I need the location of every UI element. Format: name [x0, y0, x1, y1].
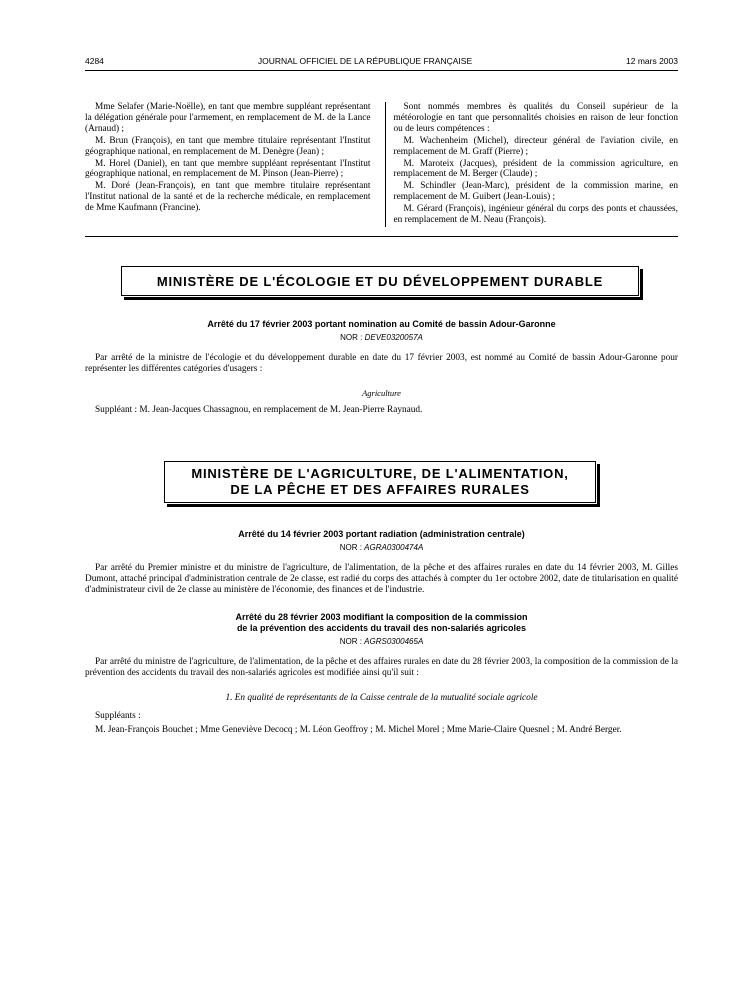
decree-body: Par arrêté de la ministre de l'écologie et du développement durable en date du 17 février 2003, est nommé au Comité de bassin Adour-Garonne pour représenter les différentes catégories d'usagers : — [85, 353, 678, 374]
ministry-title-line1: MINISTÈRE DE L'AGRICULTURE, DE L'ALIMENTATION, — [191, 466, 569, 481]
decree-title: Arrêté du 14 février 2003 portant radiation (administration centrale) — [238, 529, 525, 539]
right-paragraph: M. Schindler (Jean-Marc), président de la commission marine, en remplacement de M. Guibert (Jean-Louis) ; — [393, 181, 678, 203]
ministry-heading-ecology — [121, 266, 639, 296]
right-paragraph: M. Maroteix (Jacques), président de la commission agriculture, en remplacement de M. Berger (Claude) ; — [393, 158, 678, 180]
ministry-heading-agriculture — [164, 461, 596, 503]
journal-title: JOURNAL OFFICIEL DE LA RÉPUBLIQUE FRANÇAISE — [257, 56, 473, 66]
decree-title: Arrêté du 17 février 2003 portant nomination au Comité de bassin Adour-Garonne — [207, 319, 556, 329]
right-paragraph: M. Wachenheim (Michel), directeur général de l'aviation civile, en remplacement de M. Graff (Pierre) ; — [393, 135, 678, 157]
top-columns — [85, 102, 678, 227]
right-paragraph: Sont nommés membres ès qualités du Conseil supérieur de la météorologie en tant que personnalités choisies en raison de leur fonction ou de leurs compétences : — [393, 102, 678, 134]
page-number: 4284 — [85, 56, 104, 66]
ministry-title-line2: DE LA PÊCHE ET DES AFFAIRES RURALES — [230, 482, 530, 497]
left-paragraph: M. Horel (Daniel), en tant que membre suppléant représentant l'Institut géographique national, en remplacement de M. Pinson (Jean-Pierre) ; — [85, 158, 371, 180]
left-column — [85, 102, 379, 227]
right-paragraph: M. Gérard (François), ingénieur général du corps des ponts et chaussées, en remplacement de M. Neau (François). — [393, 204, 678, 226]
nor-code: AGRA0300474A — [364, 543, 424, 552]
section-divider — [85, 236, 678, 237]
members-list: M. Jean-François Bouchet ; Mme Geneviève Decocq ; M. Léon Geoffroy ; M. Michel Morel ; Mme Marie-Claire Quesnel ; M. André Berger. — [95, 725, 622, 735]
ministry-title: MINISTÈRE DE L'ÉCOLOGIE ET DU DÉVELOPPEMENT DURABLE — [156, 273, 604, 289]
right-column — [385, 102, 679, 227]
decree-body: Par arrêté du Premier ministre et du ministre de l'agriculture, de l'alimentation, de la pêche et des affaires rurales en date du 14 février 2003, M. Gilles Dumont, attaché principal d'administration centrale de 2e classe, est radié du corps des attachés à compter du 1er octobre 2002, date de titularisation en qualité d'administrateur civil de 2e classe au ministère de l'économie, des finances et de l'industrie. — [85, 563, 678, 595]
page-header — [85, 54, 678, 68]
left-paragraph: M. Brun (François), en tant que membre titulaire représentant l'Institut géographique national, en remplacement de M. Denègre (Jean) ; — [85, 135, 371, 157]
nor-code: DEVE0320057A — [364, 333, 423, 342]
header-rule — [85, 70, 678, 71]
section-heading: Agriculture — [362, 388, 401, 398]
subheading: Suppléants : — [95, 711, 141, 721]
decree-title-line1: Arrêté du 28 février 2003 modifiant la composition de la commission — [235, 612, 528, 622]
nor-reference: NOR : AGRA0300474A — [339, 543, 424, 552]
left-paragraph: Mme Selafer (Marie-Noëlle), en tant que membre suppléant représentant la délégation générale pour l'armement, en remplacement de M. de la Lance (Arnaud) ; — [85, 102, 371, 134]
nor-reference: NOR : DEVE0320057A — [340, 333, 423, 342]
decree-line: Suppléant : M. Jean-Jacques Chassagnou, en remplacement de M. Jean-Pierre Raynaud. — [95, 405, 423, 415]
section-heading: 1. En qualité de représentants de la Caisse centrale de la mutualité sociale agricole — [225, 693, 538, 703]
decree-title-line2: de la prévention des accidents du travail des non-salariés agricoles — [236, 623, 527, 633]
left-paragraph: M. Doré (Jean-François), en tant que membre titulaire représentant l'Institut national de la santé et de la recherche médicale, en remplacement de Mme Kaufmann (Francine). — [85, 181, 371, 214]
nor-reference: NOR : AGRS0300465A — [339, 637, 424, 646]
decree-body: Par arrêté du ministre de l'agriculture, de l'alimentation, de la pêche et des affaires rurales en date du 28 février 2003, la composition de la commission de la prévention des accidents du travail des non-salariés agricoles est modifiée ainsi qu'il suit : — [85, 657, 678, 678]
nor-code: AGRS0300465A — [364, 637, 424, 646]
issue-date: 12 mars 2003 — [626, 56, 678, 66]
